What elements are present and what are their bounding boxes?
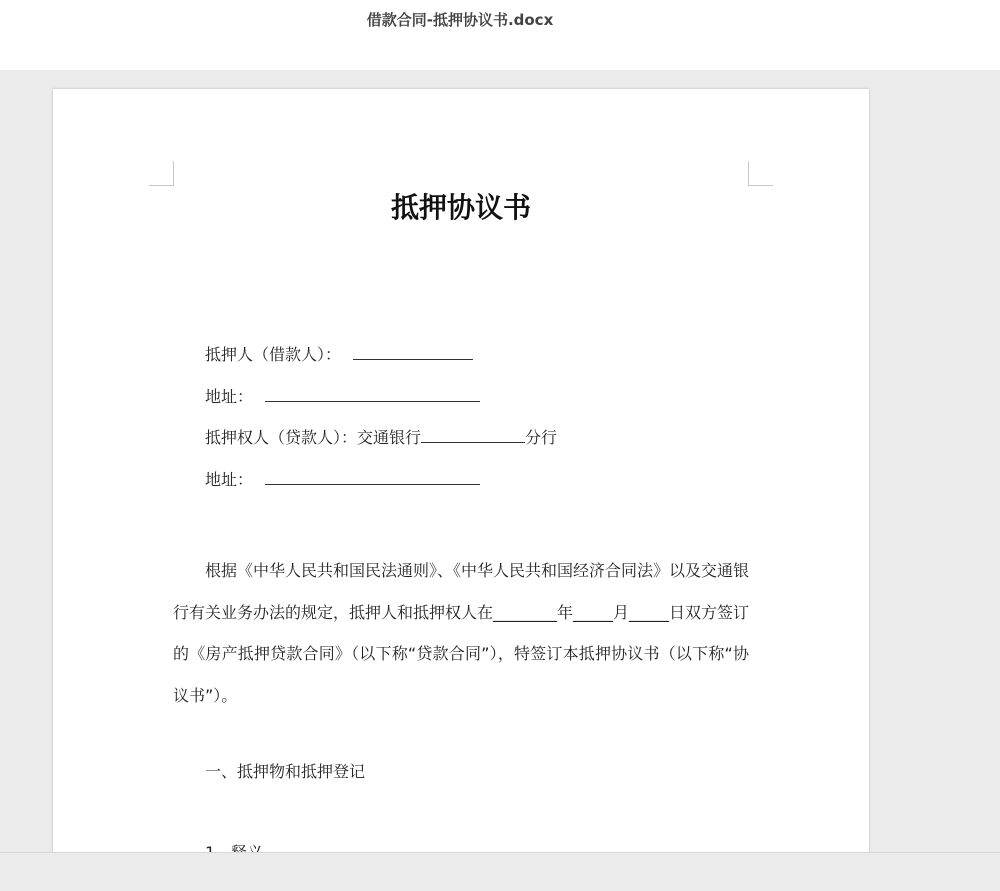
margin-marker-top-right xyxy=(748,161,773,186)
mortgagor-blank[interactable] xyxy=(353,343,473,360)
document-page[interactable] xyxy=(53,89,869,889)
address-line-2 xyxy=(205,468,480,491)
mortgagee-suffix: 分行 xyxy=(525,428,558,447)
document-heading: 抵押协议书 xyxy=(390,191,531,224)
mortgagor-label: 抵押人（借款人）： xyxy=(205,345,342,364)
address-blank-2[interactable] xyxy=(265,468,480,485)
mortgagee-line xyxy=(205,426,557,449)
document-title: 借款合同-抵押协议书.docx xyxy=(366,11,554,29)
address-line-1 xyxy=(205,385,480,408)
title-bar xyxy=(0,0,1000,70)
section-title: 一、抵押物和抵押登记 xyxy=(205,762,366,781)
address-label-2: 地址： xyxy=(205,470,254,489)
address-label-1: 地址： xyxy=(205,387,254,406)
margin-marker-top-left xyxy=(149,161,174,186)
mortgagee-label: 抵押权人（贷款人）：交通银行 xyxy=(205,428,422,447)
status-bar xyxy=(0,852,1000,891)
address-blank-1[interactable] xyxy=(265,385,480,402)
mortgagee-blank[interactable] xyxy=(421,426,525,443)
intro-paragraph: 根据《中华人民共和国民法通则》、《中华人民共和国经济合同法》以及交通银行有关业务办法的规定，抵押人和抵押权人在________年_____月_____日双方签订的《房产抵押贷款合同》（以下称“贷款合同”），特签订本抵押协议书（以下称“协议书”）。 xyxy=(173,561,750,705)
mortgagor-line xyxy=(205,343,473,366)
